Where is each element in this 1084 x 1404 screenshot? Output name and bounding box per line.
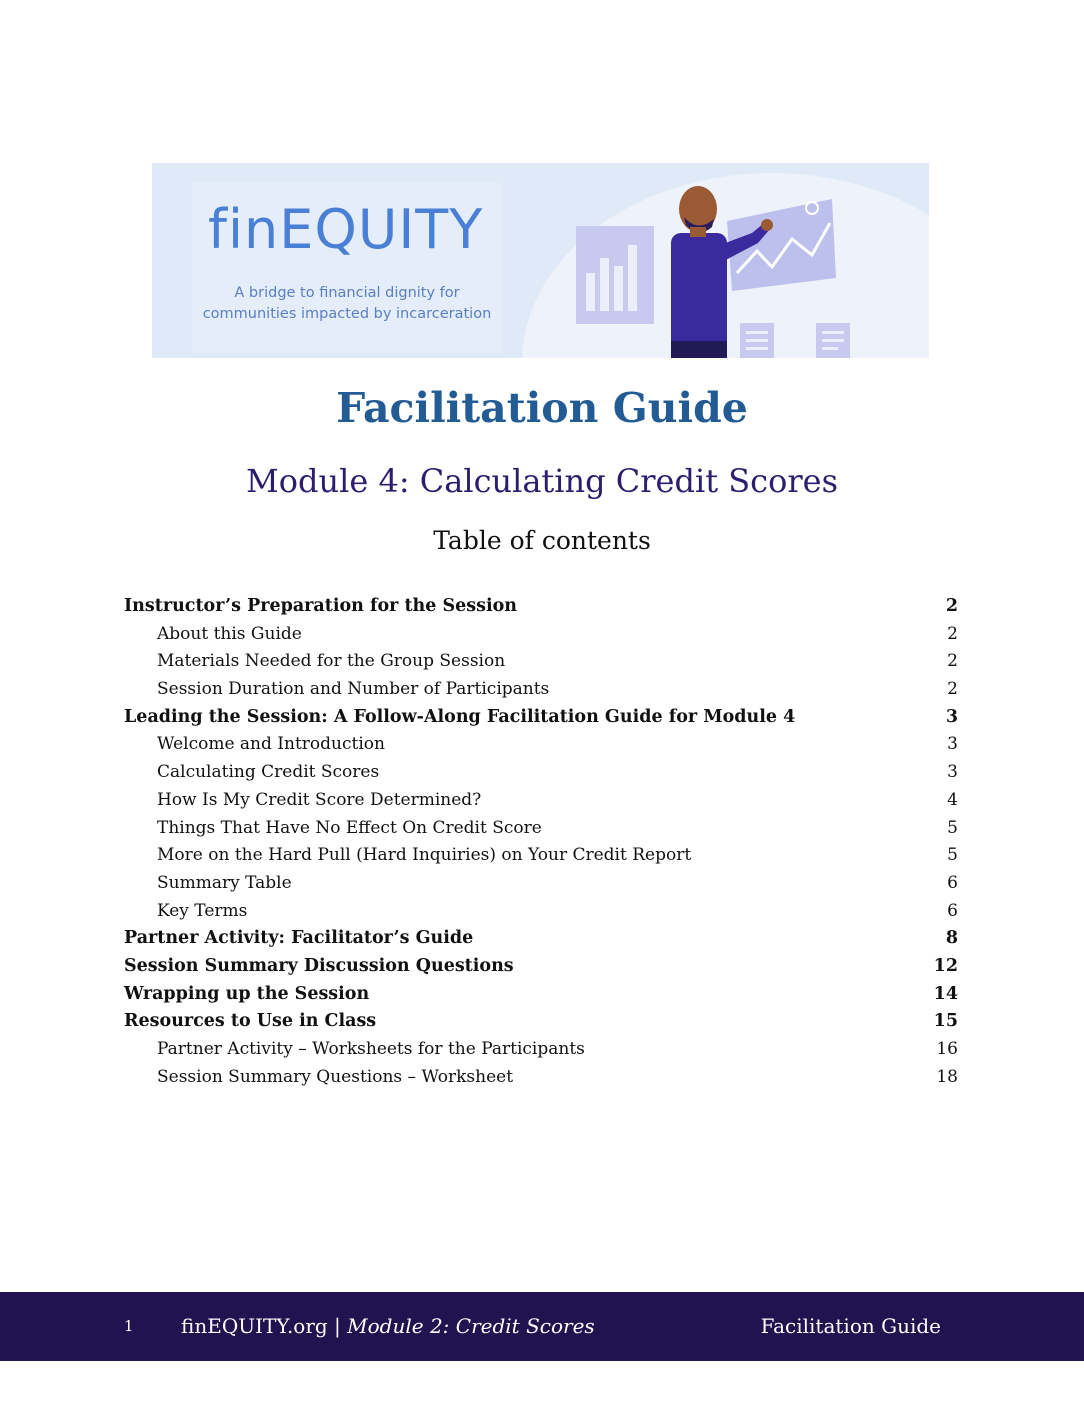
toc-entry-label[interactable]: Instructor’s Preparation for the Session	[124, 596, 518, 616]
toc-entry[interactable]	[124, 1064, 958, 1092]
toc-entry-label[interactable]: Key Terms	[157, 900, 248, 921]
toc-entry-label[interactable]: Session Duration and Number of Participants	[157, 679, 550, 700]
toc-entry-page[interactable]: 4	[947, 789, 958, 810]
footer-module: Module 2: Credit Scores	[347, 1314, 595, 1338]
toc-entry[interactable]	[124, 731, 958, 759]
toc-entry-page[interactable]: 16	[936, 1039, 958, 1059]
toc-entry[interactable]	[124, 621, 958, 649]
toc-entry-page[interactable]: 14	[933, 983, 958, 1004]
toc-entry[interactable]	[124, 704, 958, 732]
brand-tagline: A bridge to financial dignity for communities impacted by incarceration	[202, 285, 492, 322]
toc-entry[interactable]	[124, 870, 958, 898]
toc-entry[interactable]	[124, 676, 958, 704]
footer-site	[181, 1312, 595, 1340]
footer-doc-title: Facilitation Guide	[760, 1314, 941, 1338]
toc-entry-label[interactable]: Session Summary Discussion Questions	[124, 955, 514, 976]
toc-heading: Table of contents	[433, 526, 651, 555]
toc-entry-page[interactable]: 2	[945, 596, 958, 616]
toc-entry-label[interactable]: Leading the Session: A Follow-Along Facilitation Guide for Module 4	[124, 706, 796, 727]
toc-entry[interactable]	[124, 1008, 958, 1036]
table-of-contents	[124, 593, 958, 1091]
brand-logo: finEQUITY	[208, 198, 484, 261]
toc-entry-page[interactable]: 5	[947, 845, 958, 866]
footer-page-number: 1	[124, 1317, 134, 1335]
toc-entry-page[interactable]: 3	[947, 762, 958, 783]
toc-entry[interactable]	[124, 759, 958, 787]
toc-entry-page[interactable]: 3	[947, 734, 958, 755]
toc-entry-label[interactable]: Resources to Use in Class	[124, 1011, 377, 1032]
toc-entry-label[interactable]: Welcome and Introduction	[157, 734, 385, 755]
toc-entry-label[interactable]: Summary Table	[157, 872, 292, 893]
toc-entry-label[interactable]: Things That Have No Effect On Credit Score	[157, 817, 542, 838]
toc-entry-page[interactable]: 8	[945, 928, 958, 949]
toc-entry-label[interactable]: Wrapping up the Session	[124, 983, 370, 1004]
toc-entry-page[interactable]: 2	[947, 651, 958, 672]
toc-entry-label[interactable]: Session Summary Questions – Worksheet	[157, 1066, 514, 1087]
banner	[152, 163, 929, 358]
toc-entry-page[interactable]: 6	[947, 872, 958, 893]
toc-entry-page[interactable]: 18	[936, 1066, 958, 1087]
toc-entry[interactable]	[124, 925, 958, 953]
toc-entry[interactable]	[124, 981, 958, 1009]
toc-entry[interactable]	[124, 593, 958, 621]
page-title: Facilitation Guide	[336, 384, 748, 432]
toc-entry-label[interactable]: How Is My Credit Score Determined?	[157, 789, 482, 810]
toc-entry[interactable]	[124, 648, 958, 676]
toc-entry-label[interactable]: Materials Needed for the Group Session	[157, 651, 506, 672]
toc-entry[interactable]	[124, 842, 958, 870]
footer-site-link[interactable]: finEQUITY.org |	[181, 1314, 341, 1338]
toc-entry-label[interactable]: Calculating Credit Scores	[157, 762, 380, 783]
toc-entry[interactable]	[124, 787, 958, 815]
toc-entry-page[interactable]: 12	[933, 955, 958, 976]
toc-entry-page[interactable]: 15	[933, 1011, 958, 1032]
bar-chart-icon	[576, 226, 654, 324]
module-title: Module 4: Calculating Credit Scores	[245, 462, 838, 500]
toc-entry[interactable]	[124, 1036, 958, 1064]
toc-entry-page[interactable]: 6	[947, 900, 958, 921]
toc-entry-page[interactable]: 5	[947, 817, 958, 838]
toc-entry-page[interactable]: 2	[947, 623, 958, 644]
toc-entry[interactable]	[124, 953, 958, 981]
toc-entry-label[interactable]: Partner Activity: Facilitator’s Guide	[124, 928, 474, 949]
toc-entry[interactable]	[124, 898, 958, 926]
page-footer	[0, 1292, 1084, 1361]
toc-entry-label[interactable]: Partner Activity – Worksheets for the Participants	[157, 1039, 585, 1059]
toc-entry-label[interactable]: More on the Hard Pull (Hard Inquiries) on Your Credit Report	[157, 845, 692, 866]
toc-entry-page[interactable]: 3	[945, 706, 958, 727]
toc-entry-page[interactable]: 2	[947, 679, 958, 700]
toc-entry[interactable]	[124, 815, 958, 843]
toc-entry-label[interactable]: About this Guide	[157, 623, 302, 644]
